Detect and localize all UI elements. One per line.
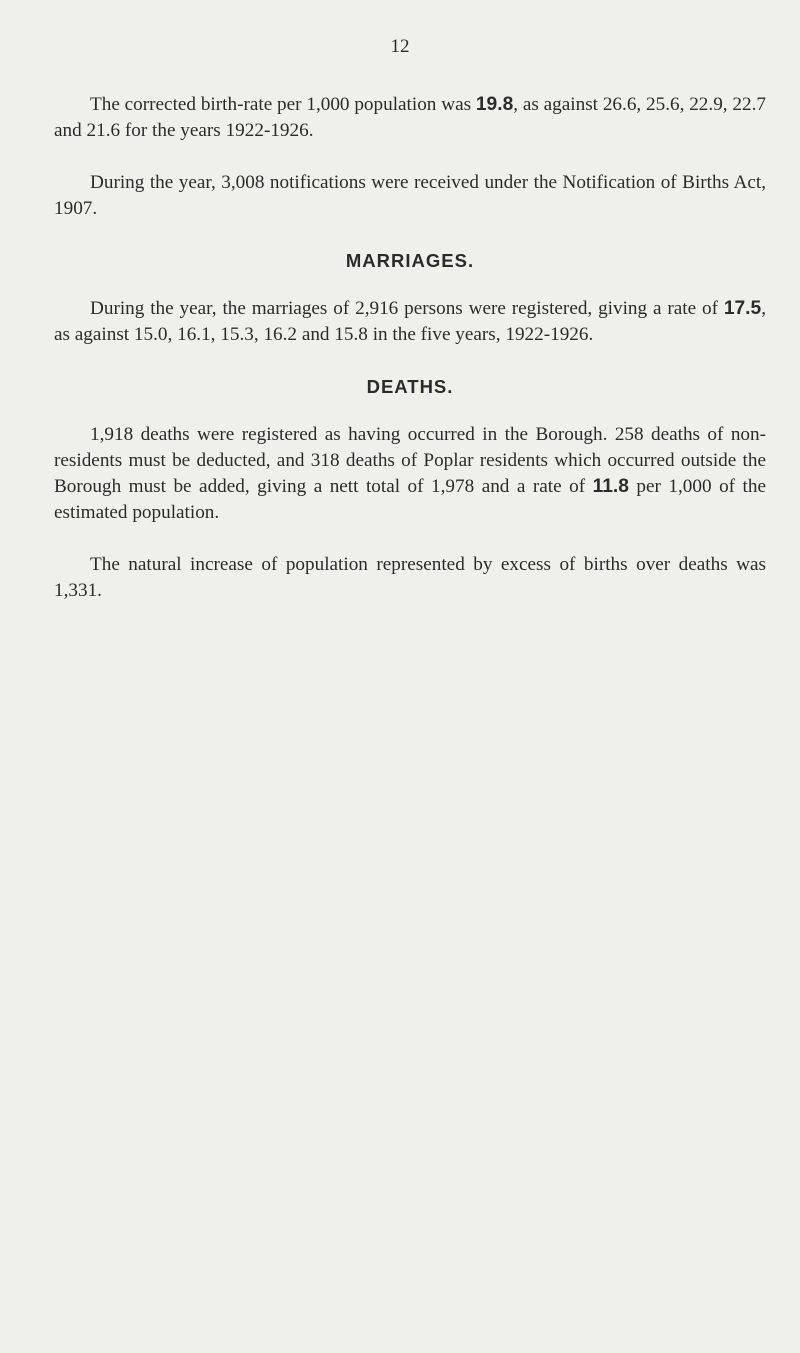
marriages-paragraph	[54, 296, 766, 348]
birth-rate-text-after: , as against 26.6, 25.6, 22.9, 22.7 and 21.6 for the years 1922-1926.	[54, 94, 766, 141]
death-rate-value: 11.8	[592, 476, 629, 497]
notifications-paragraph: During the year, 3,008 notifications were received under the Notification of Births Act, 1907.	[54, 172, 766, 219]
marriages-heading: MARRIAGES.	[345, 250, 475, 271]
marriages-text-before: During the year, the marriages of 2,916 persons were registered, giving a rate of	[90, 298, 724, 319]
birth-rate-text-before: The corrected birth-rate per 1,000 population was	[90, 94, 476, 115]
deaths-heading: DEATHS.	[366, 376, 454, 397]
deaths-text-before: 1,918 deaths were registered as having occurred in the Borough. 258 deaths of non-residents must be deducted, and 318 deaths of Poplar residents which occurred outside the Borough must be added, giving a nett total of 1,978 and a rate of	[54, 424, 766, 497]
document-body	[54, 92, 766, 626]
marriage-rate-value: 17.5	[723, 298, 762, 319]
deaths-text-after: per 1,000 of the estimated population.	[54, 476, 766, 523]
natural-increase-paragraph: The natural increase of population represented by excess of births over deaths was 1,331.	[54, 554, 766, 601]
birth-rate-paragraph	[54, 92, 766, 144]
page-number: 12	[390, 36, 410, 57]
marriages-text-after: , as against 15.0, 16.1, 15.3, 16.2 and 15.8 in the five years, 1922-1926.	[54, 298, 766, 345]
deaths-paragraph	[54, 422, 766, 526]
birth-rate-value: 19.8	[475, 94, 514, 115]
